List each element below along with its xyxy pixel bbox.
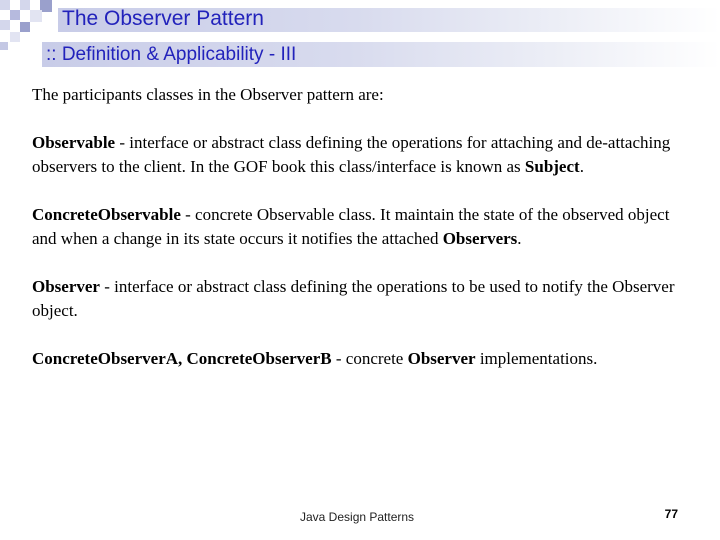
participant-concrete-observers <box>32 347 697 371</box>
participant-description: - concrete <box>331 349 408 368</box>
participant-tail: . <box>517 229 522 248</box>
participant-term: Observer <box>32 277 100 296</box>
slide-subtitle: :: Definition & Applicability - III <box>46 44 297 65</box>
footer-text: Java Design Patterns <box>300 510 415 524</box>
intro-text: The participants classes in the Observer pattern are: <box>32 85 384 104</box>
participant-tail: . <box>579 157 584 176</box>
participant-ref: Subject <box>524 157 580 176</box>
participant-description: - interface or abstract class defining the operations to be used to notify the Observer object. <box>32 277 675 320</box>
participant-concrete-observable <box>32 203 697 251</box>
page-number: 77 <box>664 507 678 521</box>
participant-ref: Observer <box>407 349 476 368</box>
participant-description: - concrete Observable class. It maintain the state of the observed object and when a change in its state occurs it notifies the attached <box>32 205 670 248</box>
participant-term: Observable <box>32 133 116 152</box>
participant-observer <box>32 275 697 323</box>
participant-term: ConcreteObserverA, ConcreteObserverB <box>32 349 332 368</box>
participant-description: - interface or abstract class defining the operations for attaching and de-attaching observers to the client. In the GOF book this class/interface is known as <box>32 133 671 176</box>
slide-title: The Observer Pattern <box>62 7 264 30</box>
participant-ref: Observers <box>442 229 518 248</box>
participant-term: ConcreteObservable <box>32 205 181 224</box>
participant-observable <box>32 131 697 179</box>
participant-tail: implementations. <box>475 349 598 368</box>
slide-body <box>32 83 697 371</box>
